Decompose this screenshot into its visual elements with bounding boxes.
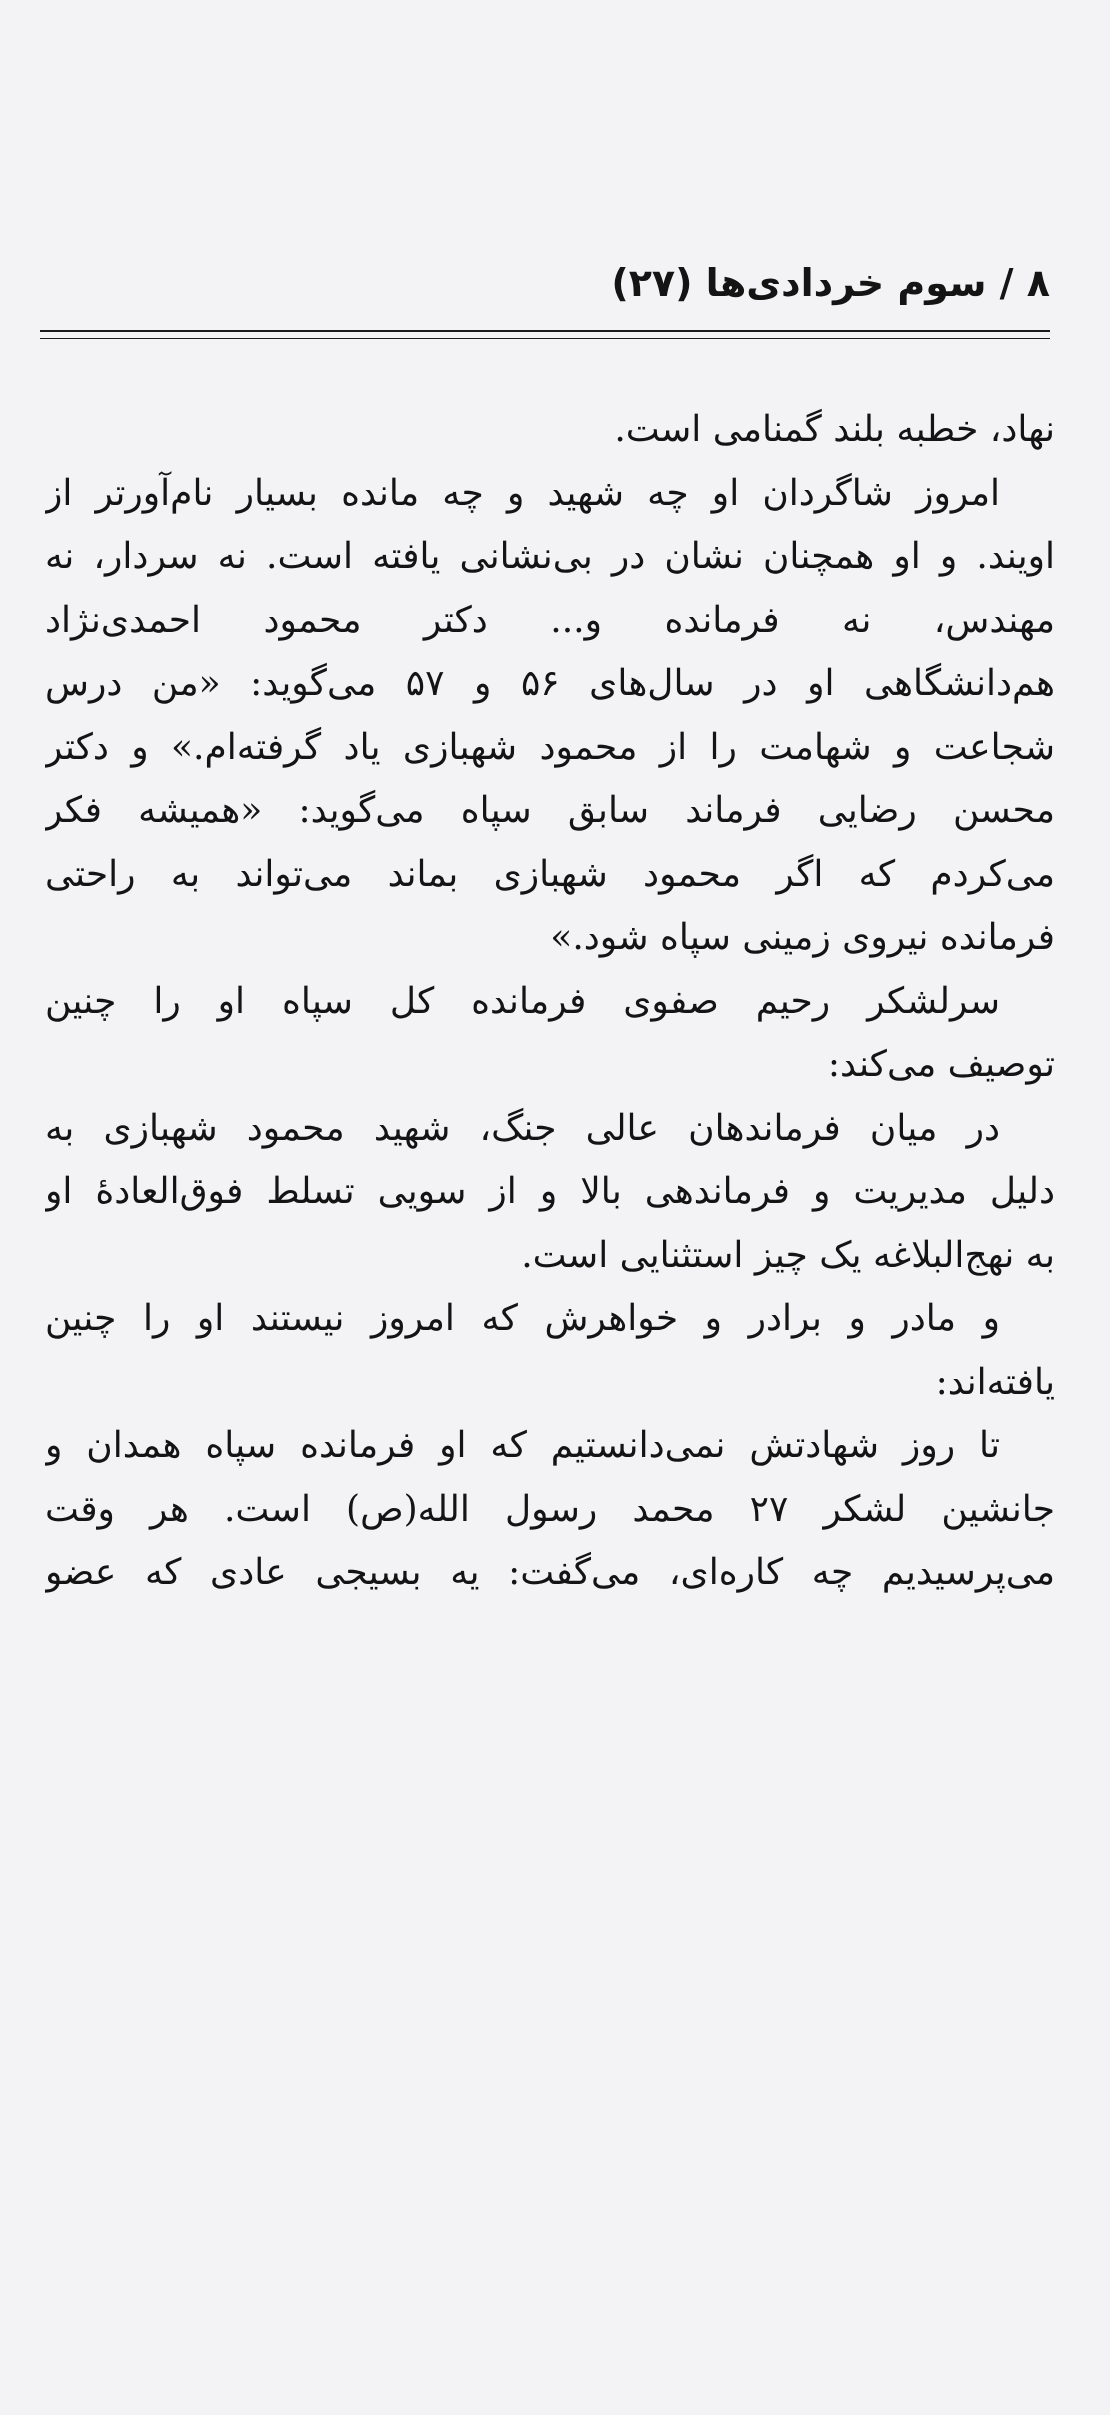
running-head <box>40 248 1050 318</box>
text-line: جانشین لشکر ۲۷ محمد رسول الله(ص) است. هر وقت <box>45 1488 1055 1530</box>
text-line: می‌کردم که اگر محمود شهبازی بماند می‌تواند به راحتی <box>45 853 1055 895</box>
text-line: مهندس، نه فرمانده و... دکتر محمود احمدی‌نژاد <box>45 599 1055 641</box>
text-line: به نهج‌البلاغه یک چیز استثنایی است. <box>521 1234 1055 1276</box>
running-head-title: ۸ / سوم خردادی‌ها (۲۷) <box>611 261 1050 305</box>
text-line: و مادر و برادر و خواهرش که امروز نیستند او را چنین <box>45 1298 1000 1339</box>
text-line: در میان فرماندهان عالی جنگ، شهید محمود شهبازی به <box>45 1107 1000 1149</box>
text-line: می‌پرسیدیم چه کاره‌ای، می‌گفت: یه بسیجی عادی که عضو <box>45 1552 1055 1593</box>
text-line: فرمانده نیروی زمینی سپاه شود.» <box>550 917 1055 958</box>
text-line: تا روز شهادتش نمی‌دانستیم که او فرمانده سپاه همدان و <box>45 1425 1000 1466</box>
text-line: اویند. و او همچنان نشان در بی‌نشانی یافته است. نه سردار، نه <box>45 536 1055 577</box>
text-line: سرلشکر رحیم صفوی فرمانده کل سپاه او را چنین <box>45 980 1000 1022</box>
text-line: دلیل مدیریت و فرماندهی بالا و از سویی تسلط فوق‌العادهٔ او <box>45 1171 1055 1212</box>
text-line: محسن رضایی فرماند سابق سپاه می‌گوید: «همیشه فکر <box>45 790 1055 831</box>
text-line: شجاعت و شهامت را از محمود شهبازی یاد گرفته‌ام.» و دکتر <box>45 726 1055 768</box>
text-line: هم‌دانشگاهی او در سال‌های ۵۶ و ۵۷ می‌گوید: «من درس <box>45 663 1055 704</box>
text-line: نهاد، خطبه بلند گمنامی است. <box>614 409 1055 450</box>
text-line: یافته‌اند: <box>935 1361 1055 1403</box>
body-text <box>45 398 1055 1605</box>
text-line: توصیف می‌کند: <box>827 1044 1055 1085</box>
text-line: امروز شاگردان او چه شهید و چه مانده بسیار نام‌آورتر از <box>45 472 1000 514</box>
header-rule-thin <box>40 338 1050 339</box>
header-rule-thick <box>40 330 1050 332</box>
